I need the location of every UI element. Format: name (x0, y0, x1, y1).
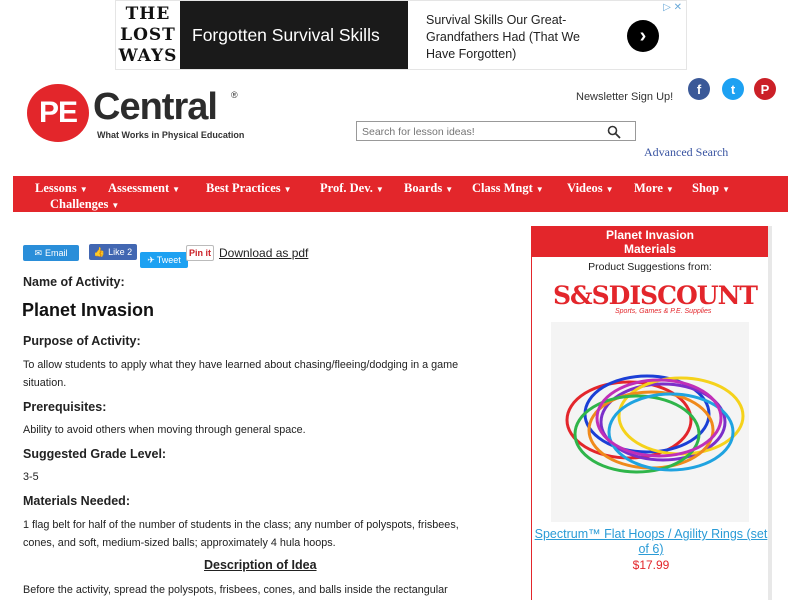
nav-item-videos[interactable]: Videos ▼ (567, 181, 614, 195)
pe-central-logo[interactable] (27, 82, 247, 144)
ad-logo-line: LOST (120, 24, 176, 45)
purpose-label: Purpose of Activity: (23, 334, 141, 348)
chevron-down-icon: ▼ (111, 201, 120, 210)
ad-headline[interactable]: Forgotten Survival Skills (180, 1, 408, 69)
nav-item-prof-dev[interactable]: Prof. Dev. ▼ (320, 181, 384, 195)
ad-logo-line: WAYS (118, 45, 178, 66)
chevron-down-icon: ▼ (172, 185, 181, 194)
chevron-down-icon: ▼ (722, 185, 731, 194)
ad-choices-icon[interactable]: ▷ ✕ (663, 2, 682, 13)
chevron-right-icon[interactable]: › (627, 20, 659, 52)
nav-item-challenges[interactable]: Challenges ▼ (50, 197, 120, 211)
ad-banner[interactable] (115, 0, 687, 70)
search-icon[interactable] (607, 125, 621, 139)
sns-discount-logo[interactable] (553, 281, 758, 317)
hoops-illustration (551, 322, 749, 522)
nav-item-more[interactable]: More ▼ (634, 181, 674, 195)
materials-label: Materials Needed: (23, 494, 130, 508)
product-suggestions-label: Product Suggestions from: (588, 261, 712, 273)
main-nav (13, 176, 788, 212)
advanced-search-link[interactable]: Advanced Search (644, 145, 729, 159)
sidebar-scrollbar[interactable] (768, 226, 772, 600)
nav-item-assessment[interactable]: Assessment ▼ (108, 181, 181, 195)
chevron-down-icon: ▼ (445, 185, 454, 194)
grade-level-text: 3-5 (23, 471, 39, 483)
product-link[interactable]: Spectrum™ Flat Hoops / Agility Rings (set of 6) (534, 527, 768, 556)
chevron-down-icon: ▼ (283, 185, 292, 194)
email-share-button[interactable]: ✉ Email (23, 245, 79, 261)
nav-item-best-practices[interactable]: Best Practices ▼ (206, 181, 292, 195)
nav-item-class-mngt[interactable]: Class Mngt ▼ (472, 181, 544, 195)
ad-logo-line: THE (125, 3, 171, 24)
name-of-activity-label: Name of Activity: (23, 275, 125, 289)
download-pdf-link[interactable]: Download as pdf (219, 246, 309, 260)
sidebar-heading (532, 227, 768, 257)
materials-sidebar (531, 226, 769, 600)
description-heading: Description of Idea (204, 558, 317, 572)
sidebar-heading-line: Materials (623, 242, 677, 256)
ad-body-text[interactable]: Survival Skills Our Great-Grandfathers Had (That We Have Forgotten) (426, 13, 581, 61)
activity-title: Planet Invasion (22, 300, 155, 320)
chevron-down-icon: ▼ (375, 185, 384, 194)
tweet-button[interactable]: ✈ Tweet (140, 252, 188, 268)
search-box (356, 121, 636, 141)
chevron-down-icon: ▼ (79, 185, 88, 194)
thumbs-up-icon: 👍 (93, 246, 106, 257)
product-price: $17.99 (632, 558, 670, 572)
twitter-bird-icon: ✈ (147, 254, 155, 265)
sidebar-heading-line: Planet Invasion (605, 228, 695, 242)
purpose-text: To allow students to apply what they have learned about chasing/fleeing/dodging in a game situation. (23, 359, 459, 389)
logo-registered-mark: ® (231, 90, 238, 100)
chevron-down-icon: ▼ (535, 185, 544, 194)
nav-item-lessons[interactable]: Lessons ▼ (35, 181, 88, 195)
prerequisites-text: Ability to avoid others when moving through general space. (23, 424, 306, 436)
nav-item-shop[interactable]: Shop ▼ (692, 181, 731, 195)
search-input[interactable] (357, 123, 597, 141)
grade-level-label: Suggested Grade Level: (23, 447, 167, 461)
logo-word: Central (93, 86, 217, 128)
logo-tagline: What Works in Physical Education (97, 130, 245, 140)
pin-it-button[interactable]: Pin it (186, 245, 214, 261)
ad-logo (116, 1, 180, 69)
logo-initials: PE (27, 84, 89, 142)
sns-brand: S&SDISCOUNT (553, 281, 758, 310)
nav-item-boards[interactable]: Boards ▼ (404, 181, 454, 195)
envelope-icon: ✉ (34, 247, 43, 258)
facebook-like-button[interactable]: 👍 Like 2 (89, 244, 137, 260)
materials-text: 1 flag belt for half of the number of students in the class; any number of polyspots, frisbees, cones, and soft, medium-sized balls; approximately 4 hula hoops. (23, 519, 459, 549)
sns-tagline: Sports, Games & P.E. Supplies (615, 308, 712, 315)
chevron-down-icon: ▼ (665, 185, 674, 194)
prerequisites-label: Prerequisites: (23, 400, 107, 414)
description-text: Before the activity, spread the polyspots, frisbees, cones, and balls inside the rectangular (23, 584, 448, 596)
twitter-icon[interactable]: t (722, 78, 744, 100)
facebook-icon[interactable]: f (688, 78, 710, 100)
pinterest-icon[interactable]: P (754, 78, 776, 100)
newsletter-signup-link[interactable]: Newsletter Sign Up! (576, 91, 674, 103)
chevron-down-icon: ▼ (605, 185, 614, 194)
product-image[interactable] (551, 322, 749, 522)
